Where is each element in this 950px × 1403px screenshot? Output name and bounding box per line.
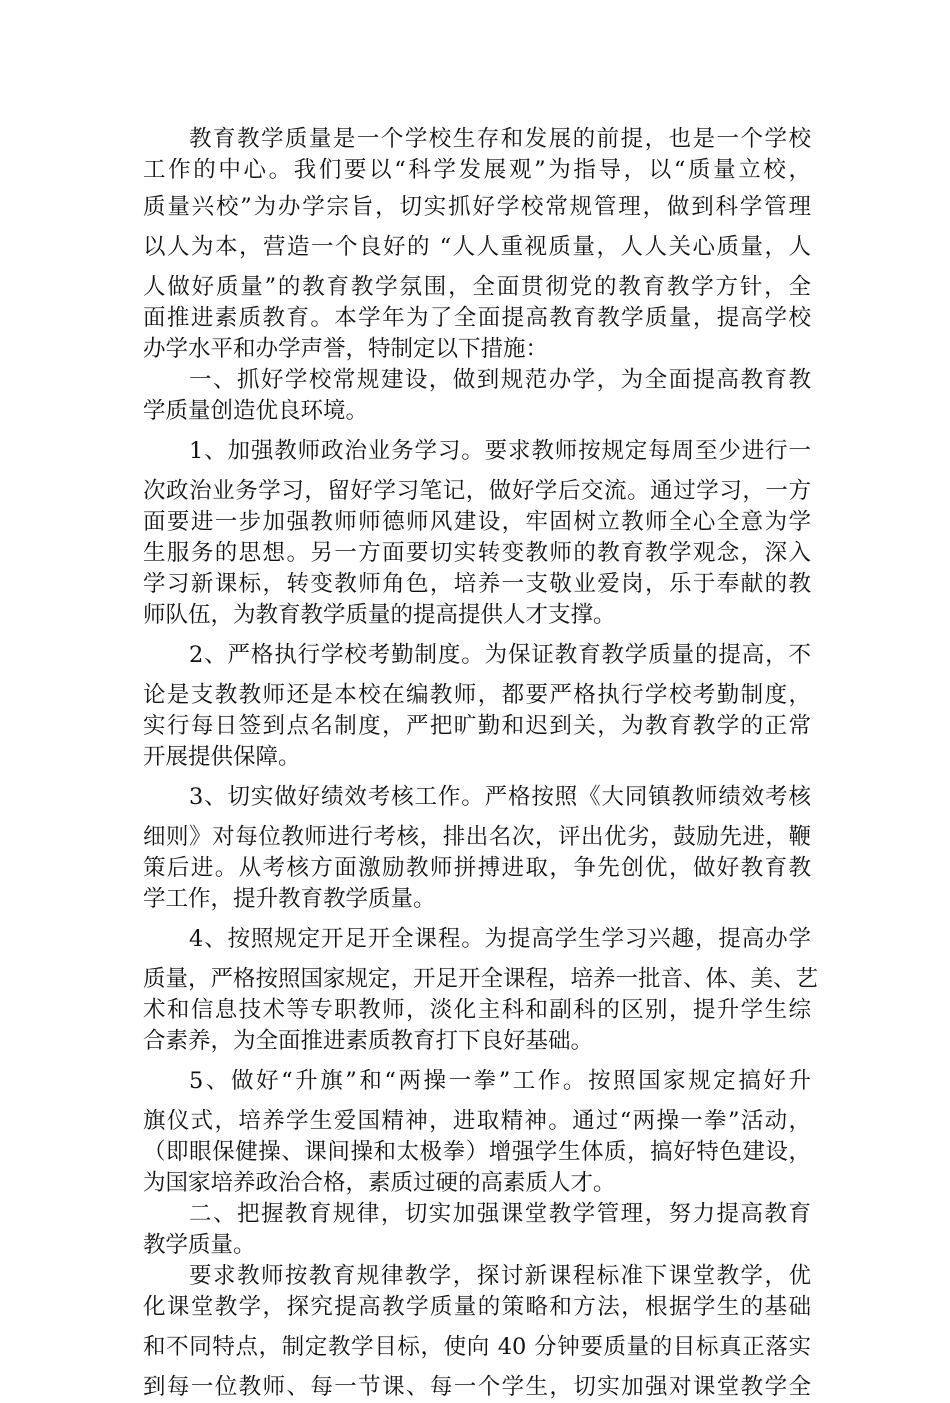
paragraph-line: 办学水平和办学声誉，特制定以下措施： xyxy=(143,336,549,362)
paragraph-line: 要求教师按教育规律教学，探讨新课程标准下课堂教学，优 xyxy=(189,1263,811,1289)
paragraph-line: 3、切实做好绩效考核工作。严格按照《大同镇教师绩效考核 xyxy=(189,784,811,810)
paragraph-line: 质量兴校”为办学宗旨，切实抓好学校常规管理，做到科学管理 xyxy=(143,194,811,220)
paragraph-line: 4、按照规定开足开全课程。为提高学生学习兴趣，提高办学 xyxy=(189,926,811,952)
paragraph-line: 和不同特点，制定教学目标，使向 40 分钟要质量的目标真正落实 xyxy=(143,1334,811,1360)
paragraph-line: 面推进素质教育。本学年为了全面提高教育教学质量，提高学校 xyxy=(143,305,811,331)
paragraph-line: 到每一位教师、每一节课、每一个学生，切实加强对课堂教学全 xyxy=(143,1374,811,1400)
paragraph-line: 术和信息技术等专职教师，淡化主科和副科的区别，提升学生综 xyxy=(143,997,811,1023)
paragraph-line: 论是支教教师还是本校在编教师，都要严格执行学校考勤制度， xyxy=(143,682,811,708)
section-heading-line: 教学质量。 xyxy=(143,1232,256,1258)
paragraph-line: （即眼保健操、课间操和太极拳）增强学生体质，搞好特色建设， xyxy=(143,1139,811,1165)
section-heading-line: 一、抓好学校常规建设，做到规范办学，为全面提高教育教 xyxy=(189,367,811,393)
paragraph-line: 细则》对每位教师进行考核，排出名次，评出优劣，鼓励先进，鞭 xyxy=(143,824,811,850)
paragraph-line: 人做好质量”的教育教学氛围，全面贯彻党的教育教学方针，全 xyxy=(143,274,811,300)
paragraph-line: 合素养，为全面推进素质教育打下良好基础。 xyxy=(143,1028,594,1054)
section-heading-line: 二、把握教育规律，切实加强课堂教学管理，努力提高教育 xyxy=(189,1201,811,1227)
paragraph-line: 以人为本，营造一个良好的 “人人重视质量，人人关心质量，人 xyxy=(143,234,811,260)
paragraph-line: 次政治业务学习，留好学习笔记，做好学后交流。通过学习，一方 xyxy=(143,478,811,504)
paragraph-line: 师队伍，为教育教学质量的提高提供人才支撑。 xyxy=(143,602,616,628)
paragraph-line: 5、做好“升旗”和“两操一拳”工作。按照国家规定搞好升 xyxy=(189,1068,811,1094)
paragraph-line: 质量，严格按照国家规定，开足开全课程，培养一批音、体、美、艺 xyxy=(143,966,819,992)
paragraph-line: 为国家培养政治合格，素质过硬的高素质人才。 xyxy=(143,1170,616,1196)
paragraph-line: 1、加强教师政治业务学习。要求教师按规定每周至少进行一 xyxy=(189,438,811,464)
paragraph-line: 开展提供保障。 xyxy=(143,744,301,770)
paragraph-line: 2、严格执行学校考勤制度。为保证教育教学质量的提高，不 xyxy=(189,642,811,668)
document-body xyxy=(143,124,819,1403)
paragraph-line: 旗仪式，培养学生爱国精神，进取精神。通过“两操一拳”活动， xyxy=(143,1108,811,1134)
paragraph-line: 学习新课标，转变教师角色，培养一支敬业爱岗，乐于奉献的教 xyxy=(143,571,811,597)
paragraph-line: 工作的中心。我们要以“科学发展观”为指导，以“质量立校， xyxy=(143,157,811,183)
paragraph-line: 面要进一步加强教师师德师风建设，牢固树立教师全心全意为学 xyxy=(143,509,811,535)
paragraph-line: 实行每日签到点名制度，严把旷勤和迟到关，为教育教学的正常 xyxy=(143,713,811,739)
paragraph-line: 教育教学质量是一个学校生存和发展的前提，也是一个学校 xyxy=(189,126,811,152)
section-heading-line: 学质量创造优良环境。 xyxy=(143,398,369,424)
paragraph-line: 化课堂教学，探究提高教学质量的策略和方法，根据学生的基础 xyxy=(143,1294,811,1320)
paragraph-line: 生服务的思想。另一方面要切实转变教师的教育教学观念，深入 xyxy=(143,540,811,566)
paragraph-line: 策后进。从考核方面激励教师拼搏进取，争先创优，做好教育教 xyxy=(143,855,811,881)
paragraph-line: 学工作，提升教育教学质量。 xyxy=(143,886,436,912)
